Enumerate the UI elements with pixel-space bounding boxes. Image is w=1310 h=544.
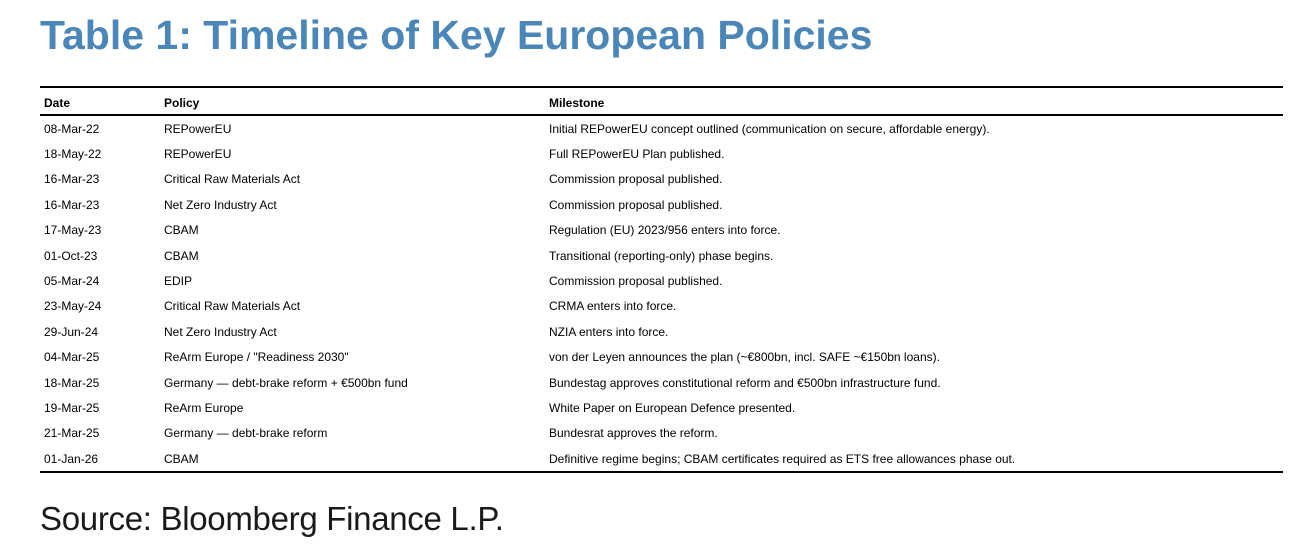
cell-date: 19-Mar-25 bbox=[44, 400, 100, 415]
cell-milestone: Bundesrat approves the reform. bbox=[549, 426, 718, 441]
cell-policy: Critical Raw Materials Act bbox=[164, 299, 301, 314]
cell-date: 18-Mar-25 bbox=[44, 375, 100, 390]
cell-policy: CBAM bbox=[164, 223, 199, 238]
cell-milestone: Full REPowerEU Plan published. bbox=[549, 147, 725, 162]
table-row bbox=[40, 115, 1283, 141]
cell-milestone: Regulation (EU) 2023/956 enters into force. bbox=[549, 223, 781, 238]
cell-policy: CBAM bbox=[164, 451, 199, 466]
table-row bbox=[40, 167, 1283, 192]
cell-date: 29-Jun-24 bbox=[44, 324, 99, 339]
cell-date: 01-Jan-26 bbox=[44, 451, 99, 466]
cell-date: 21-Mar-25 bbox=[44, 426, 100, 441]
table-row bbox=[40, 395, 1283, 420]
cell-milestone: Commission proposal published. bbox=[549, 197, 723, 212]
cell-milestone: Commission proposal published. bbox=[549, 274, 723, 289]
cell-milestone: Initial REPowerEU concept outlined (communication on secure, affordable energy). bbox=[549, 121, 990, 136]
cell-policy: Germany — debt-brake reform bbox=[164, 426, 328, 441]
cell-date: 04-Mar-25 bbox=[44, 350, 100, 365]
table-row bbox=[40, 141, 1283, 166]
table-header bbox=[40, 87, 1283, 115]
table-row bbox=[40, 268, 1283, 293]
cell-date: 16-Mar-23 bbox=[44, 197, 100, 212]
table-row bbox=[40, 319, 1283, 344]
cell-policy: Critical Raw Materials Act bbox=[164, 172, 301, 187]
cell-milestone: von der Leyen announces the plan (~€800bn, incl. SAFE ~€150bn loans). bbox=[549, 350, 940, 365]
table-row bbox=[40, 370, 1283, 395]
cell-date: 05-Mar-24 bbox=[44, 274, 100, 289]
policy-timeline-table bbox=[40, 86, 1283, 473]
header-row bbox=[40, 87, 1283, 115]
cell-policy: CBAM bbox=[164, 248, 199, 263]
cell-milestone: CRMA enters into force. bbox=[549, 299, 677, 314]
cell-milestone: Transitional (reporting-only) phase begins. bbox=[549, 248, 774, 263]
cell-policy: REPowerEU bbox=[164, 147, 232, 162]
column-header-policy: Policy bbox=[164, 95, 200, 110]
cell-milestone: Commission proposal published. bbox=[549, 172, 723, 187]
table-title: Table 1: Timeline of Key European Policies bbox=[40, 12, 873, 58]
table-body bbox=[40, 115, 1283, 472]
cell-date: 23-May-24 bbox=[44, 299, 102, 314]
table-row bbox=[40, 294, 1283, 319]
cell-date: 17-May-23 bbox=[44, 223, 102, 238]
cell-milestone: Definitive regime begins; CBAM certificates required as ETS free allowances phase out. bbox=[549, 451, 1016, 466]
cell-policy: ReArm Europe / "Readiness 2030" bbox=[164, 350, 349, 365]
table-row bbox=[40, 243, 1283, 268]
policy-timeline-table-container bbox=[40, 86, 1283, 473]
cell-policy: EDIP bbox=[164, 274, 193, 289]
cell-milestone: Bundestag approves constitutional reform and €500bn infrastructure fund. bbox=[549, 375, 941, 390]
cell-date: 01-Oct-23 bbox=[44, 248, 98, 263]
table-row bbox=[40, 421, 1283, 446]
cell-policy: REPowerEU bbox=[164, 121, 232, 136]
table-row bbox=[40, 446, 1283, 472]
cell-policy: ReArm Europe bbox=[164, 400, 244, 415]
cell-milestone: NZIA enters into force. bbox=[549, 324, 669, 339]
cell-policy: Net Zero Industry Act bbox=[164, 324, 277, 339]
cell-date: 16-Mar-23 bbox=[44, 172, 100, 187]
table-row bbox=[40, 218, 1283, 243]
table-row bbox=[40, 192, 1283, 217]
column-header-date: Date bbox=[44, 95, 71, 110]
column-header-milestone: Milestone bbox=[549, 95, 605, 110]
cell-milestone: White Paper on European Defence presented. bbox=[549, 400, 796, 415]
source-note: Source: Bloomberg Finance L.P. bbox=[40, 500, 504, 537]
cell-date: 18-May-22 bbox=[44, 147, 102, 162]
table-row bbox=[40, 345, 1283, 370]
cell-policy: Net Zero Industry Act bbox=[164, 197, 277, 212]
cell-date: 08-Mar-22 bbox=[44, 121, 100, 136]
cell-policy: Germany — debt-brake reform + €500bn fund bbox=[164, 375, 408, 390]
